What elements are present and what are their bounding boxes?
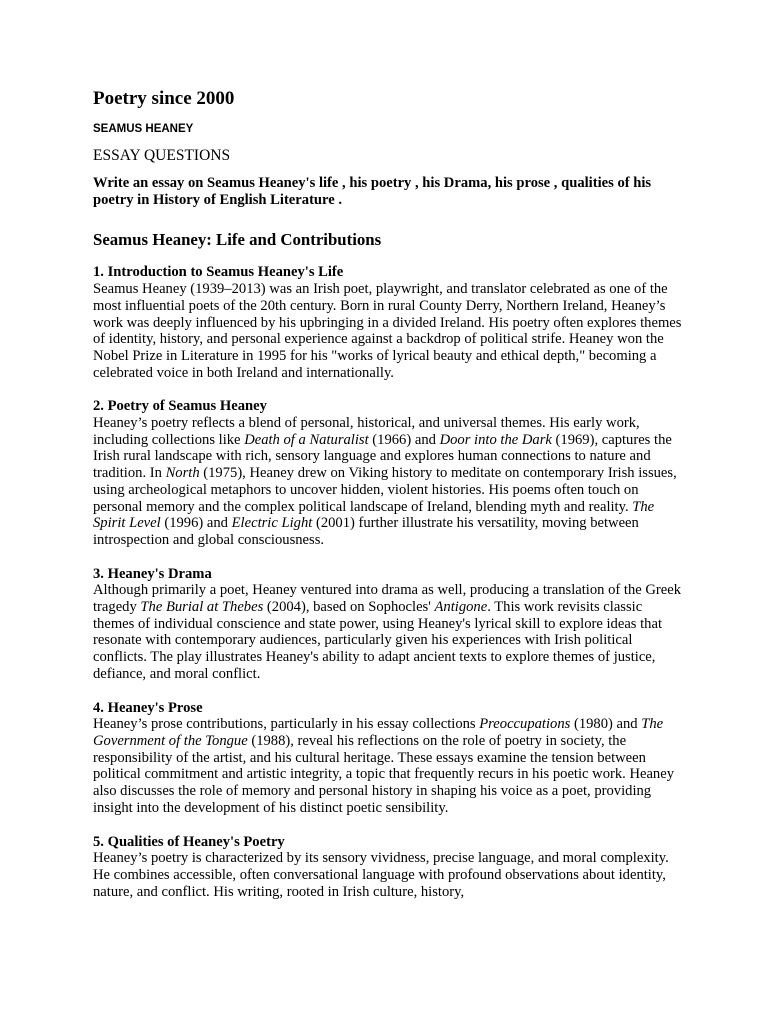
- section-introduction: [93, 264, 683, 381]
- title-italic: The Spirit Level: [93, 498, 655, 532]
- subject-heading: SEAMUS HEANEY: [93, 123, 194, 135]
- title-italic: North: [165, 465, 200, 482]
- title-italic: Death of a Naturalist: [244, 431, 369, 448]
- title-italic: The Burial at Thebes: [140, 599, 264, 616]
- essay-prompt: Write an essay on Seamus Heaney's life , his poetry , his Drama, his prose , qualities of his poetry in History of English Literature .: [93, 175, 652, 208]
- essay-questions-label: ESSAY QUESTIONS: [93, 147, 231, 164]
- section-body: Seamus Heaney (1939–2013) was an Irish poet, playwright, and translator celebrated as one of the most influential poets of the 20th century. Born in rural County Derry, Northern Ireland, Heaney’s work was deeply influenced by his upbringing in a divided Ireland. His poetry often explores themes of identity, history, and personal experience against a backdrop of political strife. Heaney won the Nobel Prize in Literature in 1995 for his "works of lyrical beauty and ethical depth," becoming a celebrated voice in both Ireland and internationally.: [93, 281, 682, 381]
- section-body: Heaney’s poetry reflects a blend of personal, historical, and universal themes. His early work, including collections like Death of a Naturalist (1966) and Door into the Dark (1969), captures the Irish rural landscape with rich, sensory language and explores human connections to nature and tradition. In North (1975), Heaney drew on Viking history to meditate on contemporary Irish issues, using archeological metaphors to uncover hidden, violent histories. His poems often touch on personal memory and the complex political landscape of Ireland, blending myth and reality. The Spirit Level (1996) and Electric Light (2001) further illustrate his versatility, moving between introspection and global consciousness.: [93, 415, 677, 548]
- title-italic: Electric Light: [231, 515, 313, 532]
- document-page: [93, 88, 683, 917]
- essay-title: Seamus Heaney: Life and Contributions: [93, 230, 382, 250]
- document-title: Poetry since 2000: [93, 88, 235, 109]
- section-heading: 5. Qualities of Heaney's Poetry: [93, 833, 285, 850]
- section-poetry: [93, 398, 683, 548]
- section-heading: 3. Heaney's Drama: [93, 565, 212, 582]
- section-body: Heaney’s prose contributions, particularly in his essay collections Preoccupations (1980) and The Government of the Tongue (1988), reveal his reflections on the role of poetry in society, the responsibility of the artist, and his cultural heritage. These essays examine the tension between political commitment and artistic integrity, a topic that frequently recurs in his poetic work. Heaney also discusses the role of memory and personal history in shaping his voice as a poet, providing insight into the development of his distinct poetic sensibility.: [93, 716, 675, 816]
- section-qualities: [93, 834, 683, 901]
- section-body: Heaney’s poetry is characterized by its sensory vividness, precise language, and moral complexity. He combines accessible, often conversational language with profound observations about identity, nature, and conflict. His writing, rooted in Irish culture, history,: [93, 850, 669, 900]
- section-heading: 4. Heaney's Prose: [93, 699, 203, 716]
- section-prose: [93, 700, 683, 817]
- section-heading: 1. Introduction to Seamus Heaney's Life: [93, 264, 344, 281]
- title-italic: Door into the Dark: [439, 431, 552, 448]
- title-italic: Preoccupations: [479, 716, 571, 733]
- section-body: Although primarily a poet, Heaney ventured into drama as well, producing a translation of the Greek tragedy The Burial at Thebes (2004), based on Sophocles' Antigone. This work revisits classic themes of individual conscience and state power, using Heaney's lyrical skill to explore ideas that resonate with contemporary audiences, particularly given his experiences with Irish political conflicts. The play illustrates Heaney's ability to adapt ancient texts to explore themes of justice, defiance, and moral conflict.: [93, 582, 682, 682]
- title-italic: Antigone: [434, 599, 488, 616]
- title-italic: The Government of the Tongue: [93, 716, 664, 749]
- section-drama: [93, 566, 683, 683]
- section-heading: 2. Poetry of Seamus Heaney: [93, 398, 267, 415]
